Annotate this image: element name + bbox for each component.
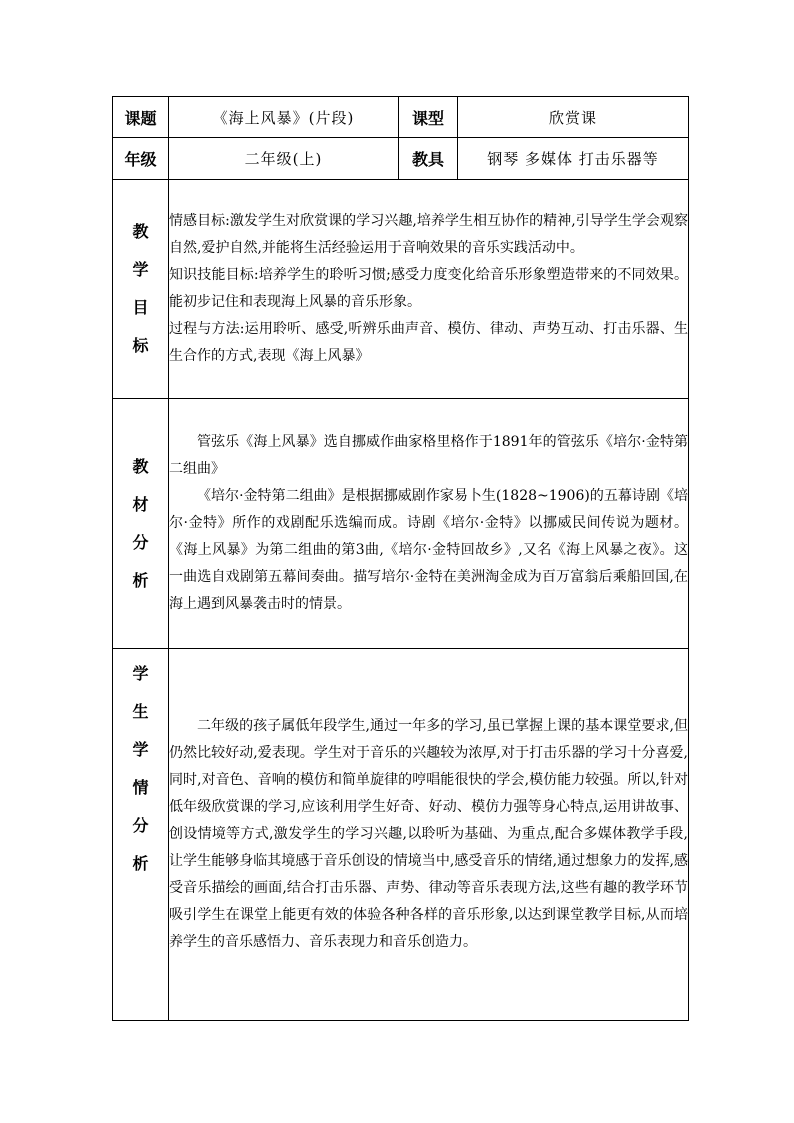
side-char: 教: [132, 222, 149, 241]
material-row: [113, 399, 689, 649]
side-char: 目: [132, 298, 149, 317]
side-char: 分: [132, 532, 149, 552]
side-char: 教: [132, 456, 149, 476]
material-paragraph: 管弦乐《海上风暴》选自挪威作曲家格里格作于1891年的管弦乐《培尔·金特第二组曲》: [169, 434, 688, 477]
objectives-content: [169, 180, 689, 399]
grade-value: 二年级(上): [169, 138, 399, 180]
side-char: 情: [132, 778, 149, 797]
topic-value: 《海上风暴》(片段): [169, 97, 399, 138]
tools-value: 钢琴 多媒体 打击乐器等: [458, 138, 689, 180]
type-label: 课型: [399, 97, 458, 138]
topic-row: [113, 97, 689, 138]
side-char: 标: [132, 336, 149, 355]
grade-row: [113, 138, 689, 180]
lesson-plan-table: [112, 96, 689, 1021]
students-side-label: [113, 649, 169, 1021]
material-content: [169, 399, 689, 649]
side-char: 材: [132, 494, 149, 514]
emotion-objective: 情感目标:激发学生对欣赏课的学习兴趣,培养学生相互协作的精神,引导学生学会观察自然,爱护自然,并能将生活经验运用于音响效果的音乐实践活动中。: [169, 213, 688, 256]
students-paragraph: 二年级的孩子属低年段学生,通过一年多的学习,虽已掌握上课的基本课堂要求,但仍然比较好动,爱表现。学生对于音乐的兴趣较为浓厚,对于打击乐器的学习十分喜爱,同时,对音色、音响的模仿和简单旋律的哼唱能很快的学会,模仿能力较强。所以,针对低年级欣赏课的学习,应该利用学生好奇、好动、模仿力强等身心特点,运用讲故事、创设情境等方式,激发学生的学习兴趣,以聆听为基础、为重点,配合多媒体教学手段,让学生能够身临其境感于音乐创设的情境当中,感受音乐的情绪,通过想象力的发挥,感受音乐描绘的画面,结合打击乐器、声势、律动等音乐表现方法,这些有趣的教学环节吸引学生在课堂上能更有效的体验各种各样的音乐形象,以达到课堂教学目标,从而培养学生的音乐感悟力、音乐表现力和音乐创造力。: [169, 718, 688, 950]
side-char: 析: [132, 570, 149, 590]
material-side-label: [113, 399, 169, 649]
side-char: 学: [132, 740, 149, 759]
objectives-row: [113, 180, 689, 399]
material-paragraph: 《培尔·金特第二组曲》是根据挪威剧作家易卜生(1828~1906)的五幕诗剧《培尔·金特》所作的戏剧配乐选编而成。诗剧《培尔·金特》以挪威民间传说为题材。《海上风暴》为第二组曲的第3曲,《培尔·金特回故乡》,又名《海上风暴之夜》。这一曲选自戏剧第五幕间奏曲。描写培尔·金特在美洲淘金成为百万富翁后乘船回国,在海上遇到风暴袭击时的情景。: [169, 488, 688, 612]
side-char: 分: [132, 816, 149, 835]
objectives-side-label: [113, 180, 169, 399]
side-char: 学: [132, 664, 149, 683]
side-char: 生: [132, 702, 149, 721]
skill-objective: 知识技能目标:培养学生的聆听习惯;感受力度变化给音乐形象塑造带来的不同效果。能初步记住和表现海上风暴的音乐形象。: [169, 267, 688, 310]
tools-label: 教具: [399, 138, 458, 180]
side-char: 学: [132, 260, 149, 279]
students-row: [113, 649, 689, 1021]
process-objective: 过程与方法:运用聆听、感受,听辨乐曲声音、模仿、律动、声势互动、打击乐器、生生合作的方式,表现《海上风暴》: [169, 321, 688, 364]
topic-label: 课题: [113, 97, 169, 138]
type-value: 欣赏课: [458, 97, 689, 138]
grade-label: 年级: [113, 138, 169, 180]
side-char: 析: [132, 854, 149, 873]
students-content: [169, 649, 689, 1021]
